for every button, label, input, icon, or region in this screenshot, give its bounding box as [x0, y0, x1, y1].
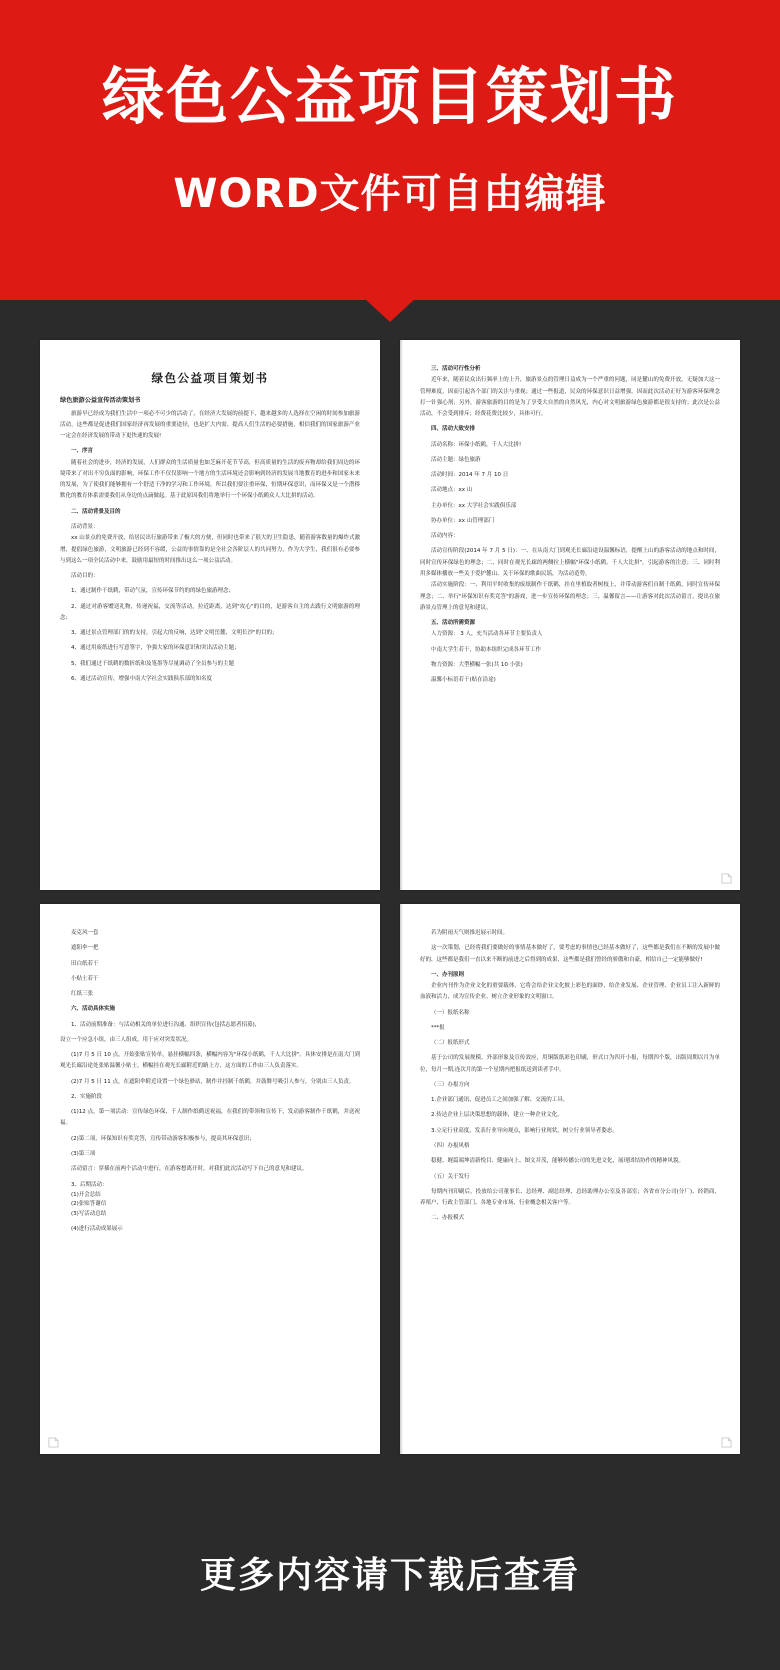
page-1-content — [60, 370, 360, 685]
page-2-block-5: 活动时间：2014 年 7 月 10 日 — [431, 472, 509, 479]
page-1-block-1: 旅游早已经成为我们生活中一项必不可少的活动了，在经济大发展的前提下，越来越多的人选择在空闲的时间参加旅游活动，这些都是促进我们国家经济再发展的重要途径，也是扩大内需、提高人们生活的必要措施，相信我们的国家旅游产业一定会在经济发展的带动下更快速的发展! — [60, 410, 360, 440]
document-page-1[interactable] — [40, 340, 380, 890]
page-1-block-3: 随着社会的进步，经济的发展，人们群众的生活质量也如芝麻开花节节高，但高质量的生活的废弃物却给我们周边的环境带来了对出不穷负面的影响，环保工作不仅仅影响一个地方的生活环境还会影响到经济的发展当地教育的进步和国家未来的发展，为了使我们能够拥有一个舒适干净的学习和工作环境，所以我们要注重环保，恒期环保意识，而环保又是一个潜移默化的教育体系需要我们从身边的点滴做起。基于此原因我们将地举行一个环保小纸鹤众人大比拼的活动。 — [60, 459, 360, 500]
page-3-block-7: 设立一个应急小组，由三人组成，用于应对突发状况。 — [60, 1036, 193, 1043]
page-1-block-7: 活动目的： — [71, 573, 99, 580]
page-corner-icon — [721, 1437, 732, 1448]
page-2-block-8: 协办单位：xx 山管理部门 — [431, 517, 495, 524]
page-2-block-1: 近年来，随着民众出行频率上的上升，旅游景点的管理日益成为一个严重的问题，同是麓山的免费开放，无疑加大这一管理难度，因而引起各个部门的关注与重视；通过一些报道，民众的环保意识日益增强，因而此次活动正好为游客环保理念打一针强心剂；另外，游客旅游的目的是为了享受大自然的自然风光，内心对文明旅游绿色旅游都是很支持的；此次是公益活动，不会受到排斥；经费花费比较少，具体可行。 — [420, 377, 720, 418]
page-2-block-12: 五、活动所需资源 — [431, 620, 476, 627]
document-preview-grid — [0, 340, 780, 1470]
page-4-block-14: （五）关于发行 — [431, 1173, 470, 1180]
page-2-block-0: 三、活动可行性分析 — [431, 366, 481, 372]
page-1-block-10: 3、通过景点管理部门的的支持，引起大的反响，达到"文明岳麓、文明长沙"的目的； — [71, 630, 278, 637]
page-corner-icon — [721, 873, 732, 884]
page-2-block-7: 主办单位：xx 大学社会实践俱乐部 — [431, 502, 517, 509]
page-3-block-3: 小贴士若干 — [71, 975, 99, 982]
page-2-block-13: 人力资源： 3 人，充当活动各环节主要负责人 — [431, 631, 543, 638]
page-3-block-12: (2)第二项，环保知识有奖竞答，宣传带动游客积极参与，提高其环保意识； — [71, 1135, 255, 1142]
page-4-block-15: 每期内刊印刷后，投放给公司董事长、总经理、副总经理、总经助理办公室及各部室；各省市分公司(分厂)、经销商、养殖户、行政主管部门、各地专业市场、行业概念相关客户等。 — [420, 1188, 720, 1207]
page-4-block-6: （二）报纸形式 — [431, 1040, 470, 1047]
page-3-block-6: 1、活动前期准备：与活动相关的单位进行沟通、组织宣传(包括志愿者招募)， — [71, 1021, 261, 1028]
document-page-2[interactable] — [400, 340, 740, 890]
page-2-block-10: 活动宣传阶段(2014 年 7 月 5 日)：一、在从南大门到观光长廊沿途设温馨标语，提醒上山的游客活动的地点和时间，同时宣传环保绿色的理念；二、同时在观光长廊的两侧拉上横幅"环保小纸鹤，千人大比拼"，引起游客的注意；三、同时利用多媒体播放一些关于爱护麓山、关于环保的歌曲民谣，为活动造势。 — [420, 548, 720, 577]
page-1-title: 绿色公益项目策划书 — [151, 371, 269, 385]
page-1-block-2: 一、序言 — [71, 448, 94, 455]
page-3-block-5: 六、活动具体实施 — [71, 1006, 116, 1013]
page-2-block-6: 活动地点：xx 山 — [431, 487, 473, 494]
page-4-block-10: 2.传达企业上层决策思想的载体，建立一种企业文化。 — [431, 1112, 563, 1119]
page-4-content — [420, 928, 720, 1225]
page-2-block-9: 活动内容： — [431, 533, 459, 540]
page-1-block-9: 2、通过对游客赠送礼物，传递祝福，交流等活动，拉近距离，达到"攻心"的目的，是游客自主的去践行文明旅游的理念； — [60, 603, 360, 621]
page-4-block-9: 1.企业部门通讯、促进员工之间加强了解、交流的工具。 — [431, 1097, 569, 1104]
page-3-block-8: (1)7 月 5 日 10 点，开始张贴宣传单，悬挂横幅四条，横幅内容为"环保小纸鹤，千人大比拼"。具体安排是在南大门到观光长廊沿途处张贴温馨小贴士，横幅挂在观光长廊附近的路上方，这方面的工作由三人负责落实。 — [60, 1052, 360, 1070]
footer-text: 更多内容请下载后查看 — [199, 1554, 580, 1596]
banner-arrow-icon — [364, 298, 416, 322]
document-page-3[interactable] — [40, 904, 380, 1454]
page-1-block-13: 6、通过活动宣传，增强中南大学社会实践俱乐部的知名度 — [71, 675, 213, 682]
page-3-block-4: 红纸三张 — [71, 991, 94, 998]
page-1-block-12: 5、我们通过千纸鹤的数折纸和及笔墨等尽量调动了全员参与的主题 — [71, 660, 235, 667]
page-2-block-2: 四、活动大致安排 — [431, 426, 476, 433]
page-2-block-15: 物力资源：大型横幅一张(共 10 小张) — [431, 661, 523, 668]
page-1-block-8: 1、通过制作千纸鹤，带动气氛，宣传环保节约的的绿色旅游理念； — [71, 588, 235, 595]
page-3-content — [60, 928, 360, 1235]
page-4-block-7: 基于公司的发展规模、外部形象及宣传效应，用铜版纸彩色印刷，形式口为四开小报，每期四个版，出版周期以月为单位，每月一期,连次月的第一个星期内把报纸送到读者手中。 — [420, 1055, 720, 1073]
page-4-block-13: 稳健、娓篇端坤清新悦目、健康向上、图文并茂，能够传播公司的先进文化，展现团结协作的精神风貌。 — [431, 1158, 685, 1165]
page-1-block-4: 二、活动背景及目的 — [71, 508, 121, 515]
page-1-block-5: 活动背景： — [71, 524, 99, 530]
document-page-4[interactable] — [400, 904, 740, 1454]
page-4-block-11: 3.立足行业高度，发表行业导向观点，影响行业现状，树立行业领导者姿态。 — [431, 1127, 618, 1134]
page-2-block-4: 活动主题：绿色旅游 — [431, 456, 481, 463]
page-corner-icon — [48, 1437, 59, 1448]
page-4-block-12: （四）办报风格 — [431, 1142, 470, 1149]
page-3-block-13: (3)第三项 — [71, 1150, 96, 1157]
header-banner — [0, 0, 780, 300]
page-3-block-2: 旧白纸若干 — [71, 960, 99, 967]
page-4-block-4: （一）报纸名称 — [431, 1009, 470, 1016]
footer-banner — [0, 1474, 780, 1670]
page-4-block-2: 一、办刊原则 — [431, 971, 465, 978]
page-2-block-11: 活动实施阶段：一、利用平时收集的废纸制作千纸鹤，挂在里植取者树枝上，并带动游客们自制千纸鹤，同时宣传环保理念；二、举行"环保知识有奖竞答"的游戏，进一步宣传环保的理念；三、温馨留言——让游客对此次活动留言，提出在旅游景点管理上的意见和建议。 — [420, 582, 720, 611]
page-3-block-15: 3、后期活动： — [71, 1181, 108, 1188]
page-3-block-19: (4)进行活动成果展示 — [71, 1225, 123, 1232]
page-1-block-11: 4、通过用废纸进行写意签字，争强大家的环保意识和突出活动主题； — [71, 645, 240, 652]
page-4-block-8: （三）办报方向 — [431, 1081, 470, 1088]
page-3-block-0: 麦克风一套 — [71, 930, 99, 936]
page-4-block-0: 若为阴雨天气则推迟展示时间。 — [431, 930, 509, 936]
banner-title: 绿色公益项目策划书 — [101, 60, 678, 133]
page-3-block-16: (1)开会总结 — [71, 1191, 101, 1198]
page-4-block-5: ***报 — [431, 1024, 445, 1031]
page-1-block-0: 绿色旅游公益宣传活动策划书 — [60, 397, 141, 404]
page-1-block-6: xx 山景点的免费开放，给居民出行旅游带来了极大的方便，但同时也带来了很大的卫生隐患，随着游客数量的爆炸式激增，提倡绿色旅游，文明旅游已经到不容缓，公益的事情靠的是全社会各阶层人的共同努力，作为大学生，我们很有必要参与到这么一项全民活动中来，鼓励用最短的时间推出这么一项公益活动。 — [60, 535, 360, 564]
page-4-block-16: 二、办报模式 — [431, 1215, 465, 1222]
page-4-block-3: 企业内刊作为企业文化的重要载体，它将会给企业文化披上彩色的面纱，给企业发展、企业管理、企业员工注入新鲜的血液和活力，成为宣传企业、树立企业形象的文明窗口。 — [420, 983, 720, 1001]
page-3-block-14: 活动留言：穿插在前两个活动中进行，在游客想离开时，对我们此次活动写下自己的意见和建议。 — [71, 1166, 308, 1173]
banner-subtitle: WORD文件可自由编辑 — [173, 171, 607, 217]
page-3-block-18: (3)写活动总结 — [71, 1211, 107, 1218]
page-3-block-9: (2)7 月 5 日 11 点，在遮阳伞附近设置一个绿色驿站，制作并挂制千纸鹤，并鼓舞号吸引人参与，分别由三人负责。 — [71, 1078, 355, 1085]
page-2-block-3: 活动名称：环保小纸鹤，千人大比拼! — [431, 441, 522, 448]
page-2-content — [420, 364, 720, 686]
page-2-block-14: 中南大学生若干，协助本组织完成各环节工作 — [431, 646, 542, 653]
page-4-block-1: 这一次策划，已经将我们要做好的事情基本做好了，要考虑的事情也已经基本做好了，这些都是我们在不断的发展中做好的，这些都是我们一直以来不断的前进之后得到的成果，这些都是我们曾经的骄傲和自豪，相信自己一定能够做好! — [420, 945, 720, 963]
page-3-block-1: 遮阳伞一把 — [71, 945, 99, 952]
page-3-block-11: (1)12 点，第一项活动：宣传绿色环保，千人制作纸鹤送祝福，在我们的带领和宣传下，发动游客制作千纸鹤，并送祝福。 — [60, 1109, 360, 1127]
page-3-block-10: 2、实施阶段 — [71, 1093, 102, 1100]
page-2-block-16: 温馨小标语若干(贴在沿途) — [431, 677, 496, 684]
page-3-block-17: (2)张贴答谢信 — [71, 1201, 107, 1208]
